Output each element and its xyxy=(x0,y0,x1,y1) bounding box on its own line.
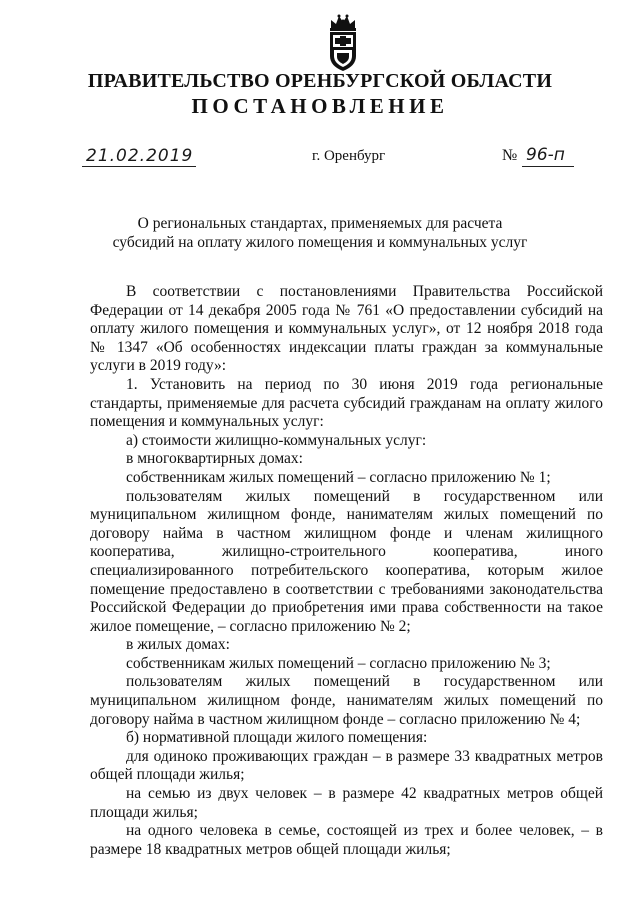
government-name: ПРАВИТЕЛЬСТВО ОРЕНБУРГСКОЙ ОБЛАСТИ xyxy=(87,70,553,92)
document-date: 21.02.2019 xyxy=(86,146,194,166)
title-line-1: О региональных стандартах, применяемых для расчета xyxy=(137,215,503,232)
paragraph-apartment-buildings: в многоквартирных домах: xyxy=(126,450,303,468)
document-type: ПОСТАНОВЛЕНИЕ xyxy=(191,94,449,118)
paragraph-users-appendix-4: пользователям жилых помещений в государственном или муниципальном жилищном фонде, нанимателям жилых помещений по договору найма в частном жилищном фонде – согласно приложению № 4; xyxy=(90,673,603,728)
date-underline xyxy=(82,166,196,167)
paragraph-single-citizens: для одиноко проживающих граждан – в размере 33 квадратных метров общей площади жилья; xyxy=(90,747,603,784)
paragraph-owners-appendix-1: собственникам жилых помещений – согласно приложению № 1; xyxy=(126,468,551,486)
paragraph-three-plus-family: на одного человека в семье, состоящей из трех и более человек, – в размере 18 квадратных метров общей площади жилья; xyxy=(90,822,603,858)
paragraph-item-1: 1. Установить на период по 30 июня 2019 года региональные стандарты, применяемые для расчета субсидий гражданам на оплату жилого помещения и коммунальных услуг: xyxy=(90,375,603,431)
paragraph-subitem-a: а) стоимости жилищно-коммунальных услуг: xyxy=(126,431,427,449)
paragraph-subitem-b: б) нормативной площади жилого помещения: xyxy=(126,729,428,747)
paragraph-owners-appendix-3: собственникам жилых помещений – согласно приложению № 3; xyxy=(126,654,551,672)
paragraph-houses: в жилых домах: xyxy=(126,636,230,654)
paragraph-preamble: В соответствии с постановлениями Правительства Российской Федерации от 14 декабря 2005 года № 761 «О предоставлении субсидий на оплату жилого помещения и коммунальных услуг», от 12 ноября 2018 года № 1347 «Об особенностях индексации платы граждан за коммунальные услуги в 2019 году»: xyxy=(90,283,603,375)
document-title xyxy=(0,214,640,252)
paragraph-users-appendix-2: пользователям жилых помещений в государственном или муниципальном жилищном фонде, нанимателям жилых помещений по договору найма в частном жилищном фонде и членам жилищного кооператива, жилищно-строительного кооператива, иного специализированного потребительского кооператива, которым жилое помещение предоставлено в соответствии с требованиями законодательства Российской Федерации до приобретения ими права собственности на такое жилое помещение, – согласно приложению № 2; xyxy=(90,487,603,635)
number-underline xyxy=(522,166,574,167)
paragraph-two-person-family: на семью из двух человек – в размере 42 квадратных метров общей площади жилья; xyxy=(90,785,603,821)
orenburg-coat-of-arms-icon xyxy=(326,14,360,72)
document-city: г. Оренбург xyxy=(312,148,386,164)
title-line-2: субсидий на оплату жилого помещения и коммунальных услуг xyxy=(112,234,528,251)
document-number: 96-п xyxy=(526,145,565,165)
number-label: № xyxy=(502,147,518,164)
document-body xyxy=(90,283,603,859)
